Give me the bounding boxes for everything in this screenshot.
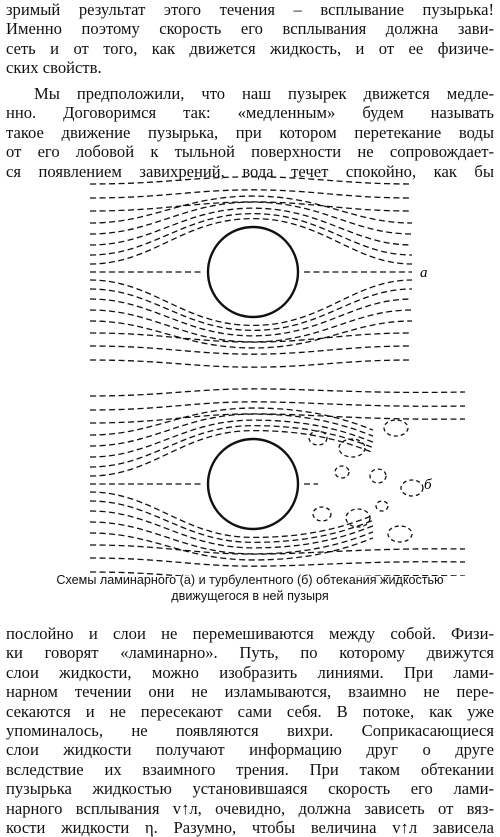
text-line: вследствие их взаимного трения. При таком обтекании — [6, 759, 494, 779]
streamline — [90, 522, 373, 554]
flow-figure — [60, 176, 480, 576]
text-line: послойно и слои не перемешиваются между собой. Физи- — [6, 624, 494, 643]
text-line: нно. Договоримся так: «медленным» будем называть — [6, 103, 494, 123]
eddy — [384, 420, 408, 436]
paragraph-2 — [6, 84, 494, 181]
text-line: от его лобовой к тыльной поверхности не сопровождает- — [6, 142, 494, 162]
text-line: секаются и не пересекают сами себя. В потоке, как уже — [6, 701, 494, 721]
text-line: Именно поэтому скорость его всплывания должна зави- — [6, 19, 494, 39]
eddies — [309, 420, 423, 542]
figure-label-b: б — [424, 477, 432, 493]
streamline — [90, 190, 412, 198]
streamline — [90, 333, 412, 342]
text-line: ся появлением завихрений, вода течет спокойно, как бы — [6, 161, 494, 181]
streamline — [90, 414, 373, 446]
paragraph-3 — [6, 624, 494, 837]
caption-line: Схемы ламинарного (а) и турбулентного (б) обтекания жидкостью — [56, 573, 444, 587]
eddy — [370, 469, 386, 483]
text-line: слои жидкости получают информацию друг о друге — [6, 740, 494, 760]
text-line: зримый результат этого течения – всплывание пузырька! — [6, 0, 494, 19]
streamline — [90, 389, 465, 396]
caption-line: движущегося в ней пузыря — [171, 589, 329, 603]
streamline — [90, 346, 412, 354]
bubble-circle-a — [208, 227, 298, 317]
streamline — [90, 202, 412, 211]
text-line: сеть и от того, как движется жидкость, и от ее физиче- — [6, 38, 494, 58]
bubble-circle-b — [208, 439, 298, 529]
text-line: такое движение пузырька, при котором перетекание воды — [6, 122, 494, 142]
eddy — [376, 501, 388, 511]
text-line: кости жидкости η. Разумно, чтобы величина v↑л зависела — [6, 818, 494, 837]
text-line: Мы предположили, что наш пузырек движется медле- — [34, 84, 494, 103]
text-line: нарном течении они не изламываются, взаимно не пере- — [6, 682, 494, 702]
figure-label-a: а — [420, 265, 428, 281]
eddy — [335, 466, 349, 478]
text-line: ки говорят «ламинарно». Путь, по которому движутся — [6, 643, 494, 663]
text-line: ских свойств. — [6, 58, 102, 78]
text-line: пузырька жидкостью установившаяся скорость его лами- — [6, 779, 494, 799]
text-line: упоминалось, не появляются вихри. Соприкасающиеся — [6, 721, 494, 741]
eddy — [401, 480, 423, 496]
text-line: нарного всплывания v↑л, очевидно, должна зависеть от вяз- — [6, 798, 494, 818]
streamline — [90, 177, 412, 184]
eddy — [388, 526, 412, 542]
text-line: слои жидкости, можно изобразить линиями. При лами- — [6, 662, 494, 682]
figure-caption — [6, 572, 494, 604]
paragraph-1 — [6, 0, 494, 78]
eddy — [313, 507, 331, 521]
streamline — [90, 360, 412, 367]
